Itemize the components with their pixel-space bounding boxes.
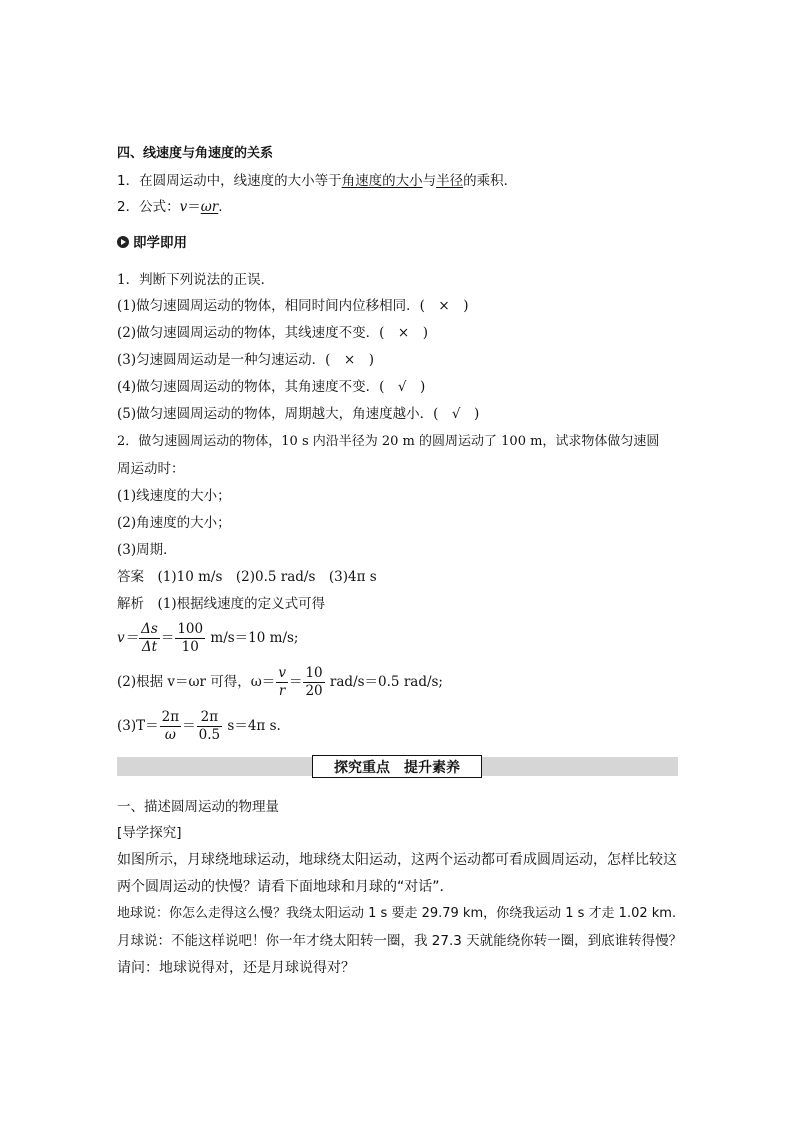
section-heading: 四、线速度与角速度的关系: [117, 146, 274, 161]
judgement-item: (5)做匀速圆周运动的物体，周期越大，角速度越小．( √ ): [117, 406, 480, 422]
question-2-line1: 2．做匀速圆周运动的物体，10 s 内沿半径为 20 m 的圆周运动了 100 m，试求物体做匀速圆: [117, 434, 660, 449]
question-intro: 1．判断下列说法的正误．: [117, 272, 275, 288]
explore-subheading: [导学探究]: [117, 825, 182, 841]
equation-3: (3)T＝ $\frac{2\pi}{\omega}$ ＝ $\frac{2\pi}{0.5}$ s＝4π s.: [117, 709, 281, 743]
paragraph-line: 地球说：你怎么走得这么慢？我绕太阳运动 1 s 要走 29.79 km，你绕我运动 1 s 才走 1.02 km.: [117, 906, 677, 921]
judgement-item: (3)匀速圆周运动是一种匀速运动．( × ): [117, 352, 374, 368]
question-part: (1)线速度的大小；: [117, 488, 231, 504]
equation-2: (2)根据 v＝ωr 可得，ω＝ $\frac{v}{r}$ ＝ $\frac{10}{20}$ rad/s＝0.5 rad/s;: [117, 665, 443, 699]
relation-statement: 1．在圆周运动中，线速度的大小等于角速度的大小与半径的乘积．: [117, 173, 518, 189]
fraction: $\frac{v}{r}$: [278, 665, 286, 699]
paragraph-line: 如图所示，月球绕地球运动，地球绕太阳运动，这两个运动都可看成圆周运动，怎样比较这: [117, 852, 677, 868]
fraction: $\frac{\Delta s}{\Delta t}$: [141, 621, 158, 655]
practice-title: 即学即用: [117, 233, 187, 253]
judgement-item: (1)做匀速圆周运动的物体，相同时间内位移相同．( × ): [117, 298, 469, 314]
fraction: $\frac{2\pi}{\omega}$: [161, 709, 180, 743]
explore-heading: 一、描述圆周运动的物理量: [117, 799, 279, 815]
fraction: $\frac{100}{10}$: [177, 621, 204, 655]
question-2-line2: 周运动时：: [117, 461, 185, 477]
formula-line: 2．公式：v＝ωr.: [117, 199, 223, 215]
fraction: $\frac{2\pi}{0.5}$: [198, 709, 221, 743]
question-part: (2)角速度的大小；: [117, 515, 231, 531]
paragraph-line: 两个圆周运动的快慢？请看下面地球和月球的“对话”．: [117, 879, 454, 895]
section-banner: 探究重点 提升素养: [312, 755, 482, 778]
answer-line: 答案 (1)10 m/s (2)0.5 rad/s (3)4π s: [117, 569, 377, 585]
question-part: (3)周期．: [117, 542, 177, 558]
fraction: $\frac{10}{20}$: [305, 665, 323, 699]
paragraph-line: 月球说：不能这样说吧！你一年才绕太阳转一圈，我 27.3 天就能绕你转一圈，到底谁转得慢？: [117, 933, 683, 949]
judgement-item: (2)做匀速圆周运动的物体，其线速度不变．( × ): [117, 325, 428, 341]
play-icon: [117, 236, 129, 248]
equation-1: v＝ $\frac{\Delta s}{\Delta t}$ ＝ $\frac{100}{10}$ m/s＝10 m/s;: [117, 621, 299, 655]
analysis-line: 解析 (1)根据线速度的定义式可得: [117, 596, 326, 612]
paragraph-line: 请问：地球说得对，还是月球说得对？: [117, 960, 355, 976]
judgement-item: (4)做匀速圆周运动的物体，其角速度不变．( √ ): [117, 379, 426, 395]
